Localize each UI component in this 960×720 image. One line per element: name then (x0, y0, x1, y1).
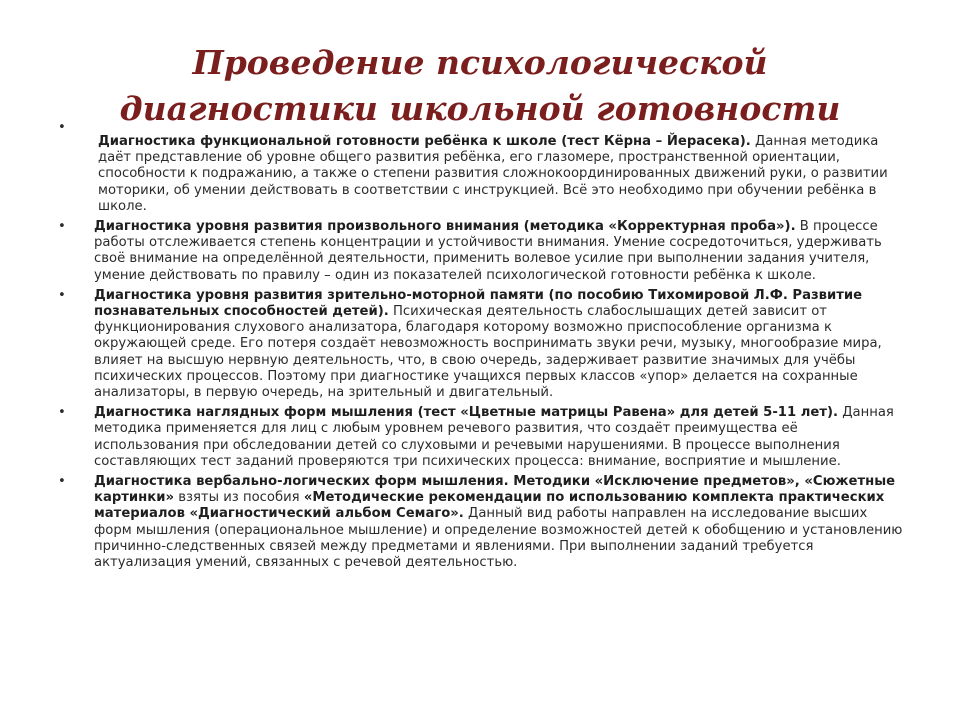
item-text: взяты из пособия (174, 490, 304, 506)
item-heading: Диагностика уровня развития зрительно-моторной памяти (по пособию Тихомировой Л.Ф. Развитие познавательных способностей детей). (94, 287, 863, 320)
item-text: Данная методика применяется для лиц с любым уровнем речевого развития, что создаёт преимущества её использования при обследовании детей со слуховыми и речевыми нарушениями. В процессе выполнения составляющих тест заданий проверяются три психических процесса: внимание, восприятие и мышление. (94, 405, 894, 469)
list-item (58, 219, 906, 284)
list-item (58, 120, 906, 215)
item-text: В процессе работы отслеживается степень концентрации и устойчивости внимания. Умение сосредоточиться, удерживать своё внимание на определённой деятельности, применить волевое усилие при выполнении задания учителя, умение действовать по правилу – один из показателей психологической готовности ребёнка к школе. (94, 219, 882, 283)
bullet-icon: • (58, 474, 66, 490)
item-paragraph (94, 288, 906, 401)
item-paragraph (94, 474, 906, 571)
item-heading: Диагностика вербально-логических форм мышления. Методики «Исключение предметов», «Сюжетные картинки» (94, 474, 896, 506)
list-item (58, 405, 906, 470)
item-paragraph (94, 124, 906, 215)
item-heading: Диагностика функциональной готовности ребёнка к школе (тест Кёрна – Йерасека). (98, 134, 751, 149)
item-heading: «Методические рекомендации по использованию комплекта практических материалов «Диагностический альбом Семаго». (94, 490, 885, 522)
item-paragraph (94, 219, 906, 284)
item-paragraph (94, 405, 906, 470)
bullet-icon: • (58, 287, 66, 303)
slide-title: Проведение психологической диагностики школьной готовности (119, 43, 841, 128)
list-item (58, 474, 906, 571)
item-heading: Диагностика наглядных форм мышления (тест «Цветные матрицы Равена» для детей 5-11 лет). (94, 405, 839, 421)
bullet-list (58, 120, 906, 575)
item-heading: Диагностика уровня развития произвольного внимания (методика «Корректурная проба»). (94, 219, 796, 235)
list-item (58, 288, 906, 401)
item-text: Данный вид работы направлен на исследование высших форм мышления (операциональное мышление) и определение возможностей детей к обобщению и установлению причинно-следственных связей между предметами и явлениями. При выполнении заданий требуется актуализация умений, связанных с речевой деятельностью. (94, 506, 903, 571)
bullet-icon: • (58, 405, 66, 421)
bullet-icon: • (58, 120, 66, 135)
bullet-icon: • (58, 219, 66, 235)
item-text: Данная методика даёт представление об уровне общего развития ребёнка, его глазомере, пространственной ориентации, способности к подражанию, а также о степени развития сложнокоординированных движений руки, о развитии моторики, об умении действовать в соответствии с инструкцией. Всё это необходимо при обучении ребёнка в школе. (98, 134, 888, 214)
item-text: Психическая деятельность слабослышащих детей зависит от функционирования слухового анализатора, благодаря которому возможно приспособление организма к окружающей среде. Его потеря создаёт невозможность воспринимать звуки речи, музыку, многообразие мира, влияет на высшую нервную деятельность, что, в свою очередь, задерживает развитие значимых для учёбы психических процессов. Поэтому при диагностике учащихся первых классов «упор» делается на сохранные анализаторы, в первую очередь, на зрительный и двигательный. (94, 304, 882, 401)
